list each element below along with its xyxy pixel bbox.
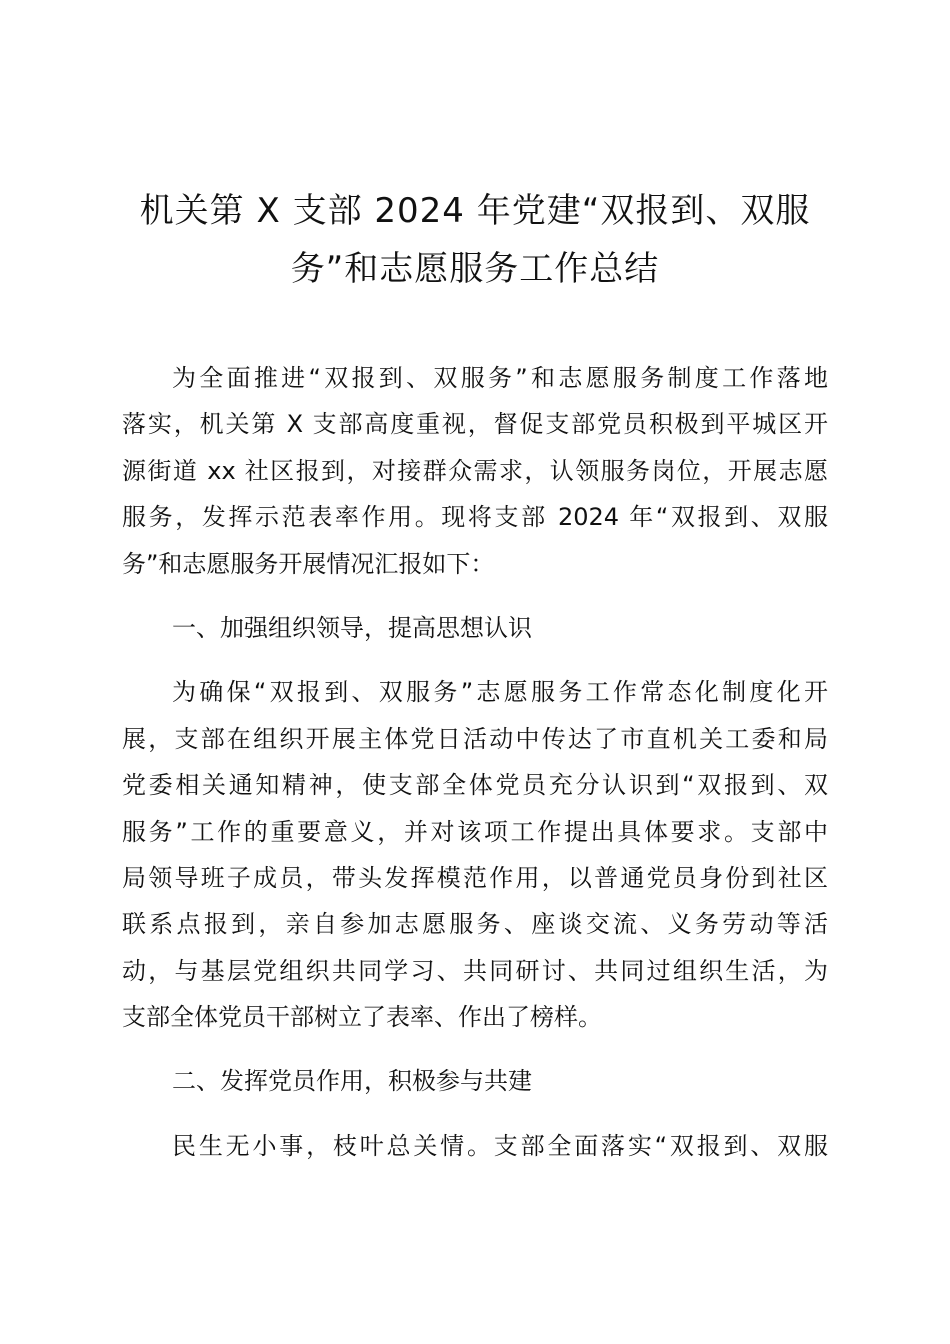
title-line: 机关第 X 支部 2024 年党建“双报到、双服 bbox=[139, 191, 811, 231]
paragraph-line: 源街道 xx 社区报到，对接群众需求，认领服务岗位，开展志愿 bbox=[122, 456, 828, 485]
paragraph-line: 务”和志愿服务开展情况汇报如下： bbox=[122, 549, 495, 578]
paragraph-section-2 bbox=[122, 1123, 828, 1169]
paragraph-line: 支部全体党员干部树立了表率、作出了榜样。 bbox=[122, 1003, 602, 1032]
paragraph-line: 为确保“双报到、双服务”志愿服务工作常态化制度化开 bbox=[172, 678, 828, 707]
title-line: 务”和志愿服务工作总结 bbox=[290, 249, 660, 289]
paragraph-section-1 bbox=[122, 669, 828, 1040]
paragraph-line: 民生无小事，枝叶总关情。支部全面落实“双报到、双服 bbox=[172, 1131, 828, 1160]
paragraph-line: 动，与基层党组织共同学习、共同研讨、共同过组织生活，为 bbox=[122, 956, 828, 985]
paragraph-line: 党委相关通知精神，使支部全体党员充分认识到“双报到、双 bbox=[122, 771, 828, 800]
paragraph-line: 落实，机关第 X 支部高度重视，督促支部党员积极到平城区开 bbox=[122, 410, 828, 439]
paragraph-line: 服务，发挥示范表率作用。现将支部 2024 年“双报到、双服 bbox=[122, 503, 828, 532]
paragraph-line: 服务”工作的重要意义，并对该项工作提出具体要求。支部中 bbox=[122, 817, 828, 846]
section-heading-2: 二、发挥党员作用，积极参与共建 bbox=[172, 1067, 532, 1096]
paragraph-line: 为全面推进“双报到、双服务”和志愿服务制度工作落地 bbox=[172, 364, 828, 392]
paragraph-line: 联系点报到，亲自参加志愿服务、座谈交流、义务劳动等活 bbox=[122, 910, 828, 939]
paragraph-intro bbox=[122, 355, 828, 587]
section-heading-1: 一、加强组织领导，提高思想认识 bbox=[172, 613, 532, 642]
document-body bbox=[122, 355, 828, 1169]
paragraph-line: 局领导班子成员，带头发挥模范作用，以普通党员身份到社区 bbox=[122, 863, 828, 892]
paragraph-line: 展，支部在组织开展主体党日活动中传达了市直机关工委和局 bbox=[122, 724, 828, 753]
document-title bbox=[122, 182, 828, 298]
